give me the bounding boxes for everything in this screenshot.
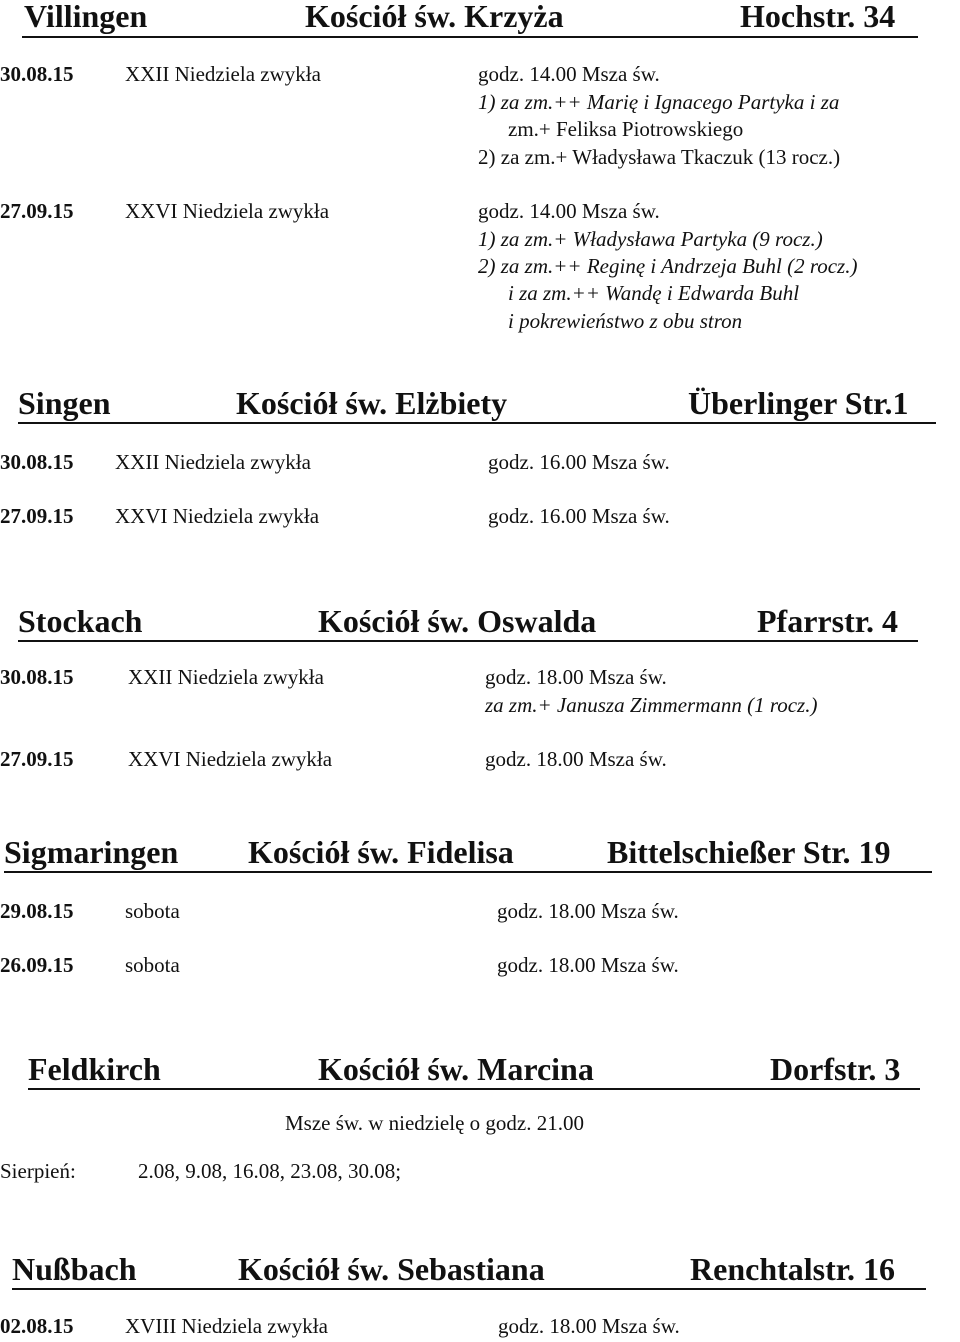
section-city: Feldkirch <box>28 1051 161 1087</box>
section-underline <box>22 36 918 38</box>
entry-intention: 2) za zm.+ Władysława Tkaczuk (13 rocz.) <box>478 145 841 169</box>
entry-date: 27.09.15 <box>0 504 74 528</box>
section-address: Hochstr. 34 <box>740 0 896 34</box>
section-address: Bittelschießer Str. 19 <box>607 834 891 870</box>
month-label: Sierpień: <box>0 1159 76 1183</box>
entry-time: godz. 18.00 Msza św. <box>497 953 679 977</box>
entry-time: godz. 16.00 Msza św. <box>488 450 670 474</box>
section-city: Villingen <box>24 0 148 34</box>
entry-time: godz. 18.00 Msza św. <box>485 665 667 689</box>
section-address: Überlinger Str.1 <box>688 385 909 421</box>
section-church: Kościół św. Fidelisa <box>248 834 514 870</box>
entry-date: 27.09.15 <box>0 199 74 223</box>
entry-day: XXII Niedziela zwykła <box>125 62 321 86</box>
entry-day: XXVI Niedziela zwykła <box>115 504 320 528</box>
entry-date: 29.08.15 <box>0 899 74 923</box>
entry-day: XXVI Niedziela zwykła <box>128 747 333 771</box>
entry-date: 30.08.15 <box>0 665 74 689</box>
entry-day: XXVI Niedziela zwykła <box>125 199 330 223</box>
section-city: Nußbach <box>12 1251 137 1287</box>
section-church: Kościół św. Marcina <box>318 1051 594 1087</box>
entry-day: XXII Niedziela zwykła <box>115 450 311 474</box>
month-dates: 2.08, 9.08, 16.08, 23.08, 30.08; <box>138 1159 402 1183</box>
entry-day: XVIII Niedziela zwykła <box>125 1314 328 1338</box>
section-city: Stockach <box>18 603 143 639</box>
section-church: Kościół św. Sebastiana <box>238 1251 545 1287</box>
entry-intention: 1) za zm.+ Władysława Partyka (9 rocz.) <box>478 227 823 251</box>
entry-time: godz. 18.00 Msza św. <box>485 747 667 771</box>
entry-intention: 1) za zm.++ Marię i Ignacego Partyka i za <box>478 90 840 114</box>
section-address: Dorfstr. 3 <box>770 1051 901 1087</box>
entry-time: godz. 18.00 Msza św. <box>498 1314 680 1338</box>
section-city: Sigmaringen <box>4 834 179 870</box>
entry-intention: 2) za zm.++ Reginę i Andrzeja Buhl (2 rocz.) <box>478 254 858 278</box>
section-address: Pfarrstr. 4 <box>757 603 898 639</box>
entry-time: godz. 16.00 Msza św. <box>488 504 670 528</box>
entry-intention: i za zm.++ Wandę i Edwarda Buhl <box>508 281 800 305</box>
entry-time: godz. 14.00 Msza św. <box>478 62 660 86</box>
section-church: Kościół św. Elżbiety <box>236 385 508 421</box>
entry-date: 02.08.15 <box>0 1314 74 1338</box>
section-underline <box>18 422 936 424</box>
entry-time: godz. 14.00 Msza św. <box>478 199 660 223</box>
section-underline <box>18 640 918 642</box>
entry-time: godz. 18.00 Msza św. <box>497 899 679 923</box>
section-address: Renchtalstr. 16 <box>690 1251 896 1287</box>
entry-day: XXII Niedziela zwykła <box>128 665 324 689</box>
entry-intention: zm.+ Feliksa Piotrowskiego <box>508 117 744 141</box>
section-city: Singen <box>18 385 111 421</box>
entry-date: 30.08.15 <box>0 62 74 86</box>
entry-date: 30.08.15 <box>0 450 74 474</box>
entry-day: sobota <box>125 899 180 923</box>
section-underline <box>28 1088 920 1090</box>
entry-day: sobota <box>125 953 180 977</box>
schedule-note: Msze św. w niedzielę o godz. 21.00 <box>285 1111 584 1135</box>
section-underline <box>4 871 932 873</box>
entry-intention: za zm.+ Janusza Zimmermann (1 rocz.) <box>485 693 818 717</box>
section-underline <box>12 1288 926 1290</box>
entry-date: 26.09.15 <box>0 953 74 977</box>
entry-date: 27.09.15 <box>0 747 74 771</box>
section-church: Kościół św. Oswalda <box>318 603 597 639</box>
entry-intention: i pokrewieństwo z obu stron <box>508 309 743 333</box>
section-church: Kościół św. Krzyża <box>305 0 564 34</box>
